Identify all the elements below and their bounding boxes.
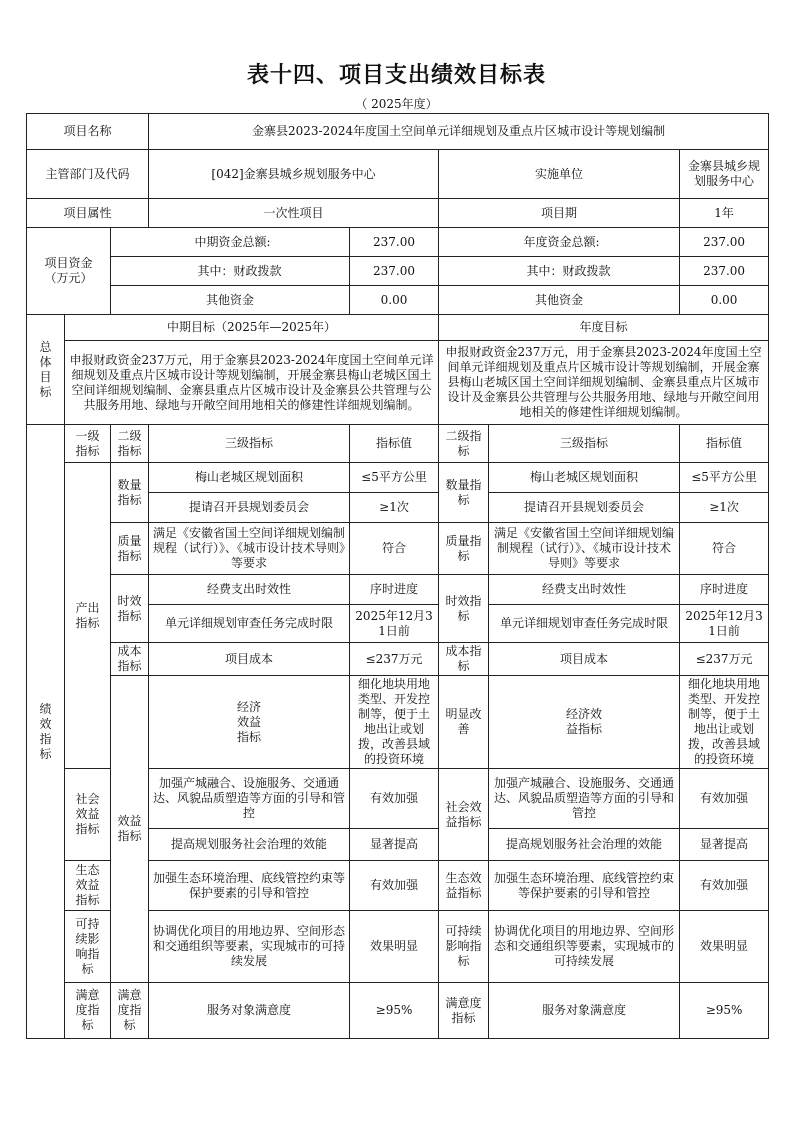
benefit-indicators-label: 效益 指标 — [111, 676, 149, 983]
table-cell: 服务对象满意度 — [149, 983, 350, 1039]
table-cell: 效果明显 — [680, 911, 769, 983]
table-cell: ≤5平方公里 — [680, 463, 769, 493]
year-goal-text: 申报财政资金237万元，用于金寨县2023-2024年度国土空间单元详细规划及重点片区城市设计等规划编制，开展金寨县梅山老城区国土空间详细规划编制、金寨县重点片区城市设计及金寨县公共管理与公共服务用地、绿地与开敞空间用地相关的修建性详细规划编制。 — [439, 341, 769, 425]
performance-target-table — [26, 113, 769, 1039]
satisfaction-indicators-label: 满意 度指 标 — [65, 983, 111, 1039]
sustainability-label: 可持 续影 响指 标 — [65, 911, 111, 983]
mid-total-label: 中期资金总额: — [111, 228, 350, 257]
impl-unit-value: 金寨县城乡规划服务中心 — [680, 150, 769, 199]
table-cell: 符合 — [680, 523, 769, 575]
year-fiscal-label: 其中：财政拨款 — [439, 257, 680, 286]
table-cell: 协调优化项目的用地边界、空间形态和交通组织等要素，实现城市的可持续发展 — [149, 911, 350, 983]
table-cell: 提高规划服务社会治理的效能 — [149, 829, 350, 861]
ecological-label: 生态 效益 指标 — [65, 861, 111, 911]
table-cell: ≥1次 — [350, 493, 439, 523]
level3-header-right: 三级指标 — [489, 425, 680, 463]
mid-goal-text: 申报财政资金237万元，用于金寨县2023-2024年度国土空间单元详细规划及重点片区城市设计等规划编制，开展金寨县梅山老城区国土空间详细规划编制、金寨县重点片区城市设计及金寨县公共管理与公共服务用地、绿地与开敞空间用地相关的修建性详细规划编制。 — [65, 341, 439, 425]
overall-goals-label: 总 体 目 标 — [27, 315, 65, 425]
value-header-right: 指标值 — [680, 425, 769, 463]
table-cell: 2025年12月31日前 — [680, 605, 769, 643]
table-cell: 细化地块用地类型、开发控制等，便于土地出让或划拨，改善县域的投资环境 — [680, 676, 769, 769]
table-cell: 有效加强 — [680, 769, 769, 829]
table-cell: 梅山老城区规划面积 — [149, 463, 350, 493]
social-label: 社会 效益 指标 — [65, 769, 111, 861]
table-cell: 有效加强 — [350, 769, 439, 829]
table-cell: 加强产城融合、设施服务、交通通达、风貌品质塑造等方面的引导和管控 — [489, 769, 680, 829]
quantity-label-right: 数量指 标 — [439, 463, 489, 523]
level1-header: 一级 指标 — [65, 425, 111, 463]
table-cell: 显著提高 — [680, 829, 769, 861]
table-cell: ≤5平方公里 — [350, 463, 439, 493]
social-label-right: 社会效 益指标 — [439, 769, 489, 861]
table-cell: 项目成本 — [489, 643, 680, 676]
table-cell: 有效加强 — [350, 861, 439, 911]
table-cell: 提请召开县规划委员会 — [489, 493, 680, 523]
year-other-label: 其他资金 — [439, 286, 680, 315]
table-cell: 加强生态环境治理、底线管控约束等保护要素的引导和管控 — [489, 861, 680, 911]
table-cell: ≤237万元 — [680, 643, 769, 676]
table-cell: 有效加强 — [680, 861, 769, 911]
table-cell: 细化地块用地类型、开发控制等，便于土地出让或划拨，改善县域的投资环境 — [350, 676, 439, 769]
table-cell: 协调优化项目的用地边界、空间形态和交通组织等要素，实现城市的可持续发展 — [489, 911, 680, 983]
value-header: 指标值 — [350, 425, 439, 463]
impl-unit-label: 实施单位 — [439, 150, 680, 199]
mid-fiscal-value: 237.00 — [350, 257, 439, 286]
table-cell: 服务对象满意度 — [489, 983, 680, 1039]
cost-label: 成本 指标 — [111, 643, 149, 676]
funds-label: 项目资金 （万元） — [27, 228, 111, 315]
table-cell: 2025年12月31日前 — [350, 605, 439, 643]
table-cell: 梅山老城区规划面积 — [489, 463, 680, 493]
satisfaction-label-right: 满意度 指标 — [439, 983, 489, 1039]
dept-value: [042]金寨县城乡规划服务中心 — [149, 150, 439, 199]
mid-goal-header: 中期目标（2025年—2025年） — [65, 315, 439, 341]
table-cell: 序时进度 — [350, 575, 439, 605]
quality-label-right: 质量指 标 — [439, 523, 489, 575]
table-cell: ≥1次 — [680, 493, 769, 523]
project-attr-value: 一次性项目 — [149, 199, 439, 228]
cost-label-right: 成本指 标 — [439, 643, 489, 676]
table-cell: ≥95% — [350, 983, 439, 1039]
mid-fiscal-label: 其中：财政拨款 — [111, 257, 350, 286]
table-cell: 提请召开县规划委员会 — [149, 493, 350, 523]
table-cell: 显著提高 — [350, 829, 439, 861]
level3-header: 三级指标 — [149, 425, 350, 463]
project-attr-label: 项目属性 — [27, 199, 149, 228]
table-cell: 单元详细规划审查任务完成时限 — [489, 605, 680, 643]
table-cell: 加强产城融合、设施服务、交通通达、风貌品质塑造等方面的引导和管控 — [149, 769, 350, 829]
mid-total-value: 237.00 — [350, 228, 439, 257]
table-cell: 经费支出时效性 — [149, 575, 350, 605]
table-cell: 满足《安徽省国土空间详细规划编制规程（试行）》、《城市设计技术导则》等要求 — [489, 523, 680, 575]
table-cell: 明显改善 — [439, 676, 489, 769]
dept-label: 主管部门及代码 — [27, 150, 149, 199]
timeliness-label: 时效 指标 — [111, 575, 149, 643]
performance-label: 绩 效 指 标 — [27, 425, 65, 1039]
sustainability-label-right: 可持续 影响指 标 — [439, 911, 489, 983]
quantity-label: 数量 指标 — [111, 463, 149, 523]
economic-label-right: 经济效 益指标 — [489, 676, 680, 769]
table-cell: ≤237万元 — [350, 643, 439, 676]
table-cell: 提高规划服务社会治理的效能 — [489, 829, 680, 861]
fiscal-year: （ 2025年度） — [355, 97, 438, 111]
table-cell: 项目成本 — [149, 643, 350, 676]
year-total-label: 年度资金总额: — [439, 228, 680, 257]
table-cell: 满足《安徽省国土空间详细规划编制规程（试行）》、《城市设计技术导则》等要求 — [149, 523, 350, 575]
table-cell: 符合 — [350, 523, 439, 575]
quality-label: 质量 指标 — [111, 523, 149, 575]
timeliness-label-right: 时效指 标 — [439, 575, 489, 643]
mid-other-label: 其他资金 — [111, 286, 350, 315]
level2-header-right: 二级指 标 — [439, 425, 489, 463]
project-name-value: 金寨县2023-2024年度国土空间单元详细规划及重点片区城市设计等规划编制 — [149, 114, 769, 150]
output-indicators-label: 产出 指标 — [65, 463, 111, 769]
ecological-label-right: 生态效 益指标 — [439, 861, 489, 911]
project-period-value: 1年 — [680, 199, 769, 228]
year-total-value: 237.00 — [680, 228, 769, 257]
level2-header: 二级 指标 — [111, 425, 149, 463]
table-cell: 加强生态环境治理、底线管控约束等保护要素的引导和管控 — [149, 861, 350, 911]
year-other-value: 0.00 — [680, 286, 769, 315]
satisfaction-label: 满意 度指 标 — [111, 983, 149, 1039]
mid-other-value: 0.00 — [350, 286, 439, 315]
year-fiscal-value: 237.00 — [680, 257, 769, 286]
page-title: 表十四、项目支出绩效目标表 — [246, 63, 546, 88]
table-cell: 经费支出时效性 — [489, 575, 680, 605]
project-name-label: 项目名称 — [27, 114, 149, 150]
table-cell: 单元详细规划审查任务完成时限 — [149, 605, 350, 643]
table-cell: 序时进度 — [680, 575, 769, 605]
project-period-label: 项目期 — [439, 199, 680, 228]
table-cell: 效果明显 — [350, 911, 439, 983]
economic-label: 经济 效益 指标 — [149, 676, 350, 769]
year-goal-header: 年度目标 — [439, 315, 769, 341]
table-cell: ≥95% — [680, 983, 769, 1039]
